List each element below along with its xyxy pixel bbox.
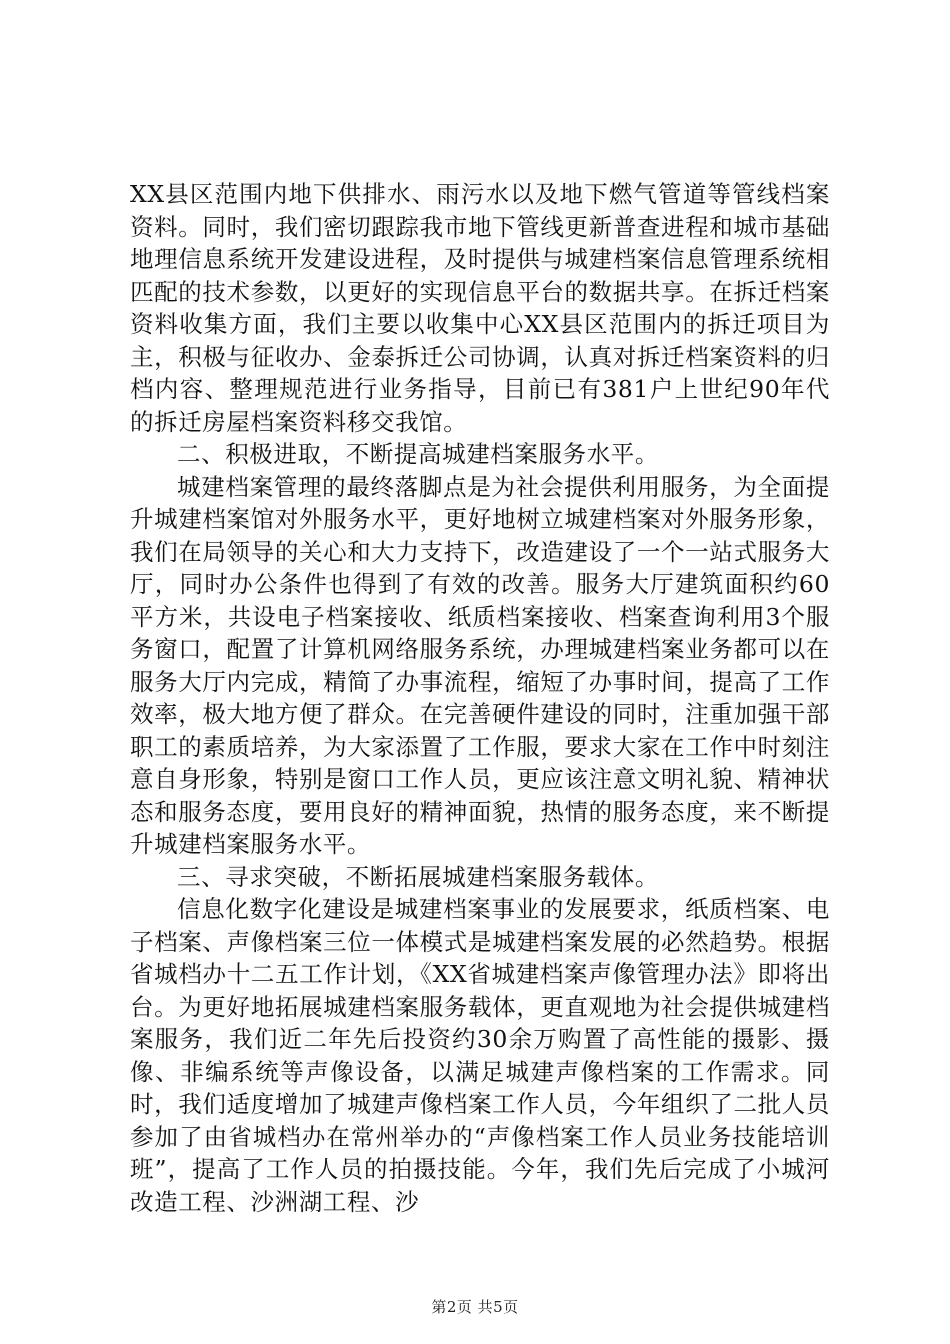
section-heading-3: 三、寻求突破，不断拓展城建档案服务载体。 [177,862,659,891]
page-number-footer: 第2页 共5页 [431,1298,519,1316]
paragraph-digitization: 信息化数字化建设是城建档案事业的发展要求，纸质档案、电子档案、声像档案三位一体模式是城建档案发展的必然趋势。根据省城档办十二五工作计划，《XX省城建档案声像管理办法》即将出台。为更好地拓展城建档案服务载体，更直观地为社会提供城建档案服务，我们近二年先后投资约30余万购置了高性能的摄影、摄像、非编系统等声像设备，以满足城建声像档案的工作需求。同时，我们适度增加了城建声像档案工作人员，今年组织了二批人员参加了由省城档办在常州举办的“声像档案工作人员业务技能培训班”，提高了工作人员的拍摄技能。今年，我们先后完成了小城河改造工程、沙洲湖工程、沙 [130,895,830,1216]
paragraph-continuation: XX县区范围内地下供排水、雨污水以及地下燃气管道等管线档案资料。同时，我们密切跟踪我市地下管线更新普查进程和城市基础地理信息系统开发建设进程，及时提供与城建档案信息管理系统相匹配的技术参数，以更好的实现信息平台的数据共享。在拆迁档案资料收集方面，我们主要以收集中心XX县区范围内的拆迁项目为主，积极与征收办、金泰拆迁公司协调，认真对拆迁档案资料的归档内容、整理规范进行业务指导，目前已有381户上世纪90年代的拆迁房屋档案资料移交我馆。 [130,180,830,436]
document-body [130,178,830,1218]
paragraph-service-hall: 城建档案管理的最终落脚点是为社会提供利用服务，为全面提升城建档案馆对外服务水平，更好地树立城建档案对外服务形象，我们在局领导的关心和大力支持下，改造建设了一个一站式服务大厅，同时办公条件也得到了有效的改善。服务大厅建筑面积约60平方米，共设电子档案接收、纸质档案接收、档案查询利用3个服务窗口，配置了计算机网络服务系统，办理城建档案业务都可以在服务大厅内完成，精简了办事流程，缩短了办事时间，提高了工作效率，极大地方便了群众。在完善硬件建设的同时，注重加强干部职工的素质培养，为大家添置了工作服，要求大家在工作中时刻注意自身形象，特别是窗口工作人员，更应该注意文明礼貌、精神状态和服务态度，要用良好的精神面貌，热情的服务态度，来不断提升城建档案服务水平。 [130,472,830,858]
section-heading-2: 二、积极进取，不断提高城建档案服务水平。 [177,440,659,468]
